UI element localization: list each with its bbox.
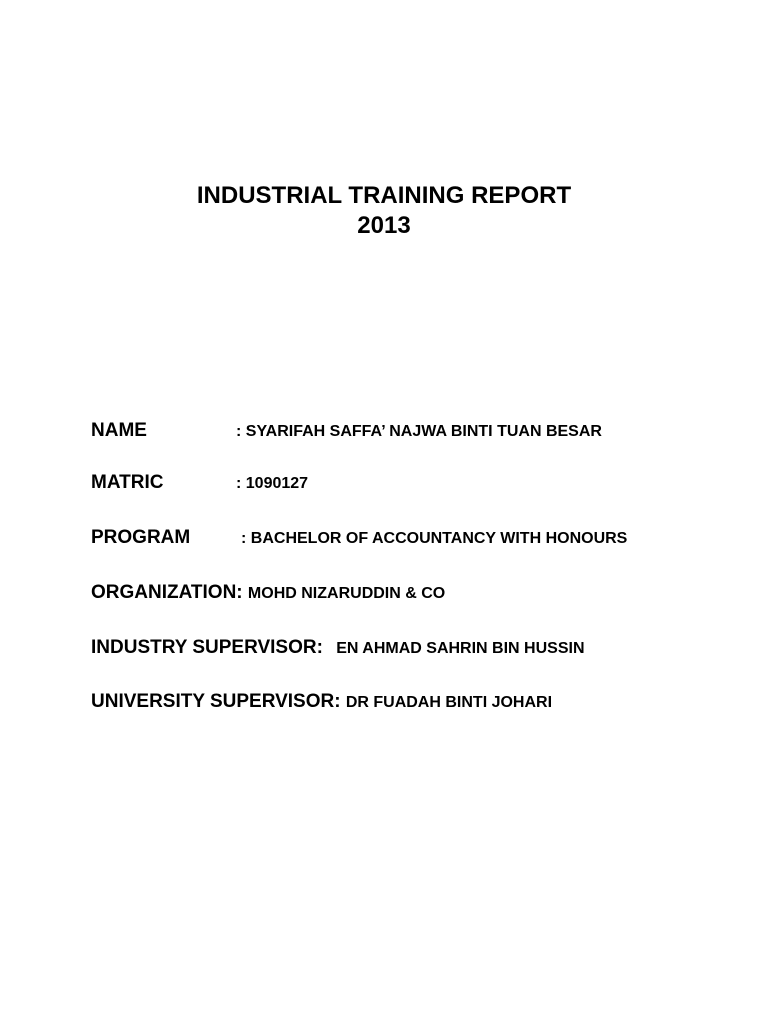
matric-value: : 1090127 (236, 475, 309, 492)
industry-supervisor-value: EN AHMAD SAHRIN BIN HUSSIN (336, 640, 585, 657)
name-value: : SYARIFAH SAFFA’ NAJWA BINTI TUAN BESAR (236, 423, 602, 440)
report-year: 2013 (357, 212, 411, 239)
program-value: : BACHELOR OF ACCOUNTANCY WITH HONOURS (241, 530, 628, 547)
industry-supervisor-label: INDUSTRY SUPERVISOR: (91, 637, 329, 658)
organization-row (91, 582, 445, 608)
program-label: PROGRAM (91, 527, 191, 548)
name-label: NAME (91, 420, 147, 441)
organization-label: ORGANIZATION: (91, 582, 248, 603)
university-supervisor-value: DR FUADAH BINTI JOHARI (345, 694, 553, 711)
report-title-block (0, 181, 768, 241)
report-title: INDUSTRIAL TRAINING REPORT (196, 182, 572, 209)
university-supervisor-row (91, 691, 552, 717)
organization-value: MOHD NIZARUDDIN & CO (247, 585, 446, 602)
matric-label: MATRIC (91, 472, 164, 493)
industry-supervisor-row (91, 637, 585, 663)
university-supervisor-label: UNIVERSITY SUPERVISOR: (91, 691, 346, 712)
